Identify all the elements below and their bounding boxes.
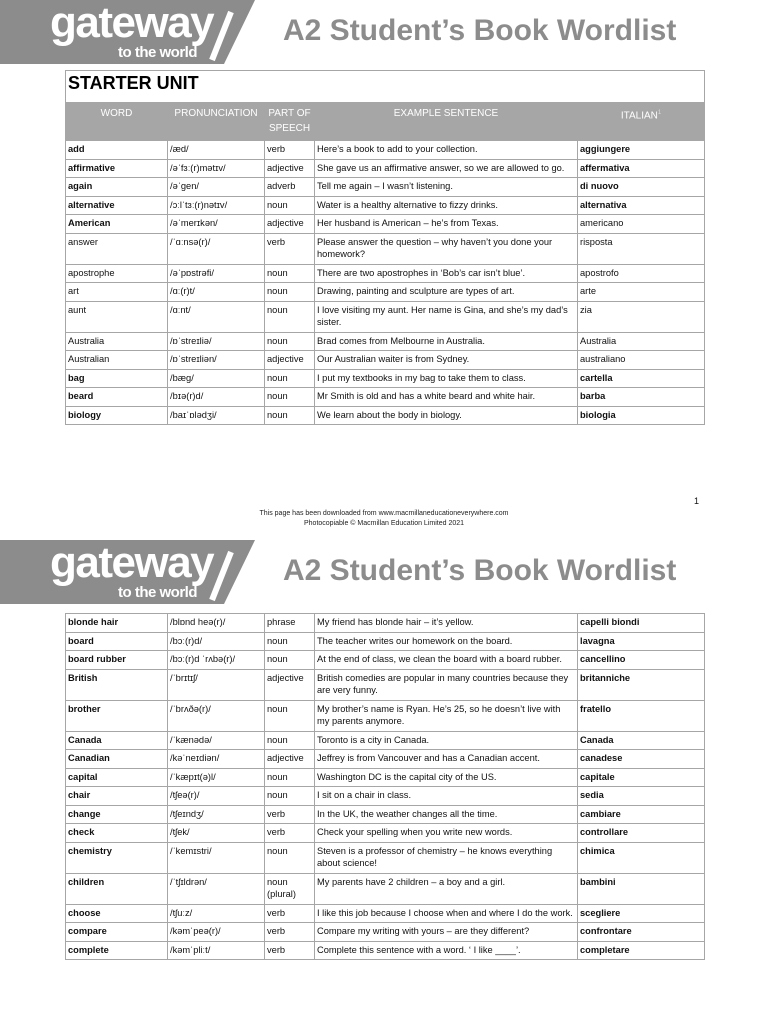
italian-translation-cell: alternativa bbox=[578, 196, 705, 215]
table-row bbox=[66, 283, 705, 302]
italian-translation-cell: lavagna bbox=[578, 632, 705, 651]
italian-translation-cell: canadese bbox=[578, 750, 705, 769]
example-sentence-cell: Check your spelling when you write new words. bbox=[315, 824, 578, 843]
word-cell: capital bbox=[66, 768, 168, 787]
example-sentence-cell: Please answer the question – why haven’t you done your homework? bbox=[315, 233, 578, 264]
table-row bbox=[66, 141, 705, 160]
logo-wordmark-2: gateway bbox=[50, 538, 214, 587]
word-cell: answer bbox=[66, 233, 168, 264]
italian-translation-cell: di nuovo bbox=[578, 178, 705, 197]
pronunciation-cell: /ɔːlˈtɜː(r)nətɪv/ bbox=[168, 196, 265, 215]
pronunciation-cell: /tʃuːz/ bbox=[168, 904, 265, 923]
table-header-row bbox=[66, 103, 705, 141]
italian-translation-cell: fratello bbox=[578, 700, 705, 731]
column-header-part-of-speech: PART OF SPEECH bbox=[265, 103, 315, 141]
part-of-speech-cell: noun bbox=[265, 332, 315, 351]
italian-translation-cell: affermativa bbox=[578, 159, 705, 178]
italian-translation-cell: capelli biondi bbox=[578, 614, 705, 633]
word-cell: blonde hair bbox=[66, 614, 168, 633]
column-header-pronunciation: PRONUNCIATION bbox=[168, 103, 265, 141]
example-sentence-cell: Mr Smith is old and has a white beard and white hair. bbox=[315, 388, 578, 407]
example-sentence-cell: My parents have 2 children – a boy and a girl. bbox=[315, 873, 578, 904]
table-row bbox=[66, 215, 705, 234]
example-sentence-cell: My friend has blonde hair – it’s yellow. bbox=[315, 614, 578, 633]
word-cell: children bbox=[66, 873, 168, 904]
italian-translation-cell: cambiare bbox=[578, 805, 705, 824]
part-of-speech-cell: noun bbox=[265, 388, 315, 407]
wordlist-table-page-1 bbox=[65, 70, 705, 425]
logo-tagline: to the world bbox=[118, 44, 197, 61]
table-row bbox=[66, 731, 705, 750]
column-header-word: WORD bbox=[66, 103, 168, 141]
table-row bbox=[66, 700, 705, 731]
part-of-speech-cell: noun bbox=[265, 651, 315, 670]
pronunciation-cell: /bɔː(r)d/ bbox=[168, 632, 265, 651]
example-sentence-cell: British comedies are popular in many countries because they are very funny. bbox=[315, 669, 578, 700]
part-of-speech-cell: verb bbox=[265, 923, 315, 942]
example-sentence-cell: Complete this sentence with a word. ‘ I like ____’. bbox=[315, 941, 578, 960]
italian-translation-cell: risposta bbox=[578, 233, 705, 264]
example-sentence-cell: Toronto is a city in Canada. bbox=[315, 731, 578, 750]
part-of-speech-cell: noun bbox=[265, 369, 315, 388]
wordlist-table-page-2 bbox=[65, 613, 705, 960]
pronunciation-cell: /tʃeɪndʒ/ bbox=[168, 805, 265, 824]
table-row bbox=[66, 750, 705, 769]
italian-translation-cell: completare bbox=[578, 941, 705, 960]
word-cell: Canadian bbox=[66, 750, 168, 769]
table-row bbox=[66, 651, 705, 670]
italian-translation-cell: confrontare bbox=[578, 923, 705, 942]
pronunciation-cell: /ˈkæpɪt(ə)l/ bbox=[168, 768, 265, 787]
part-of-speech-cell: adjective bbox=[265, 215, 315, 234]
example-sentence-cell: I sit on a chair in class. bbox=[315, 787, 578, 806]
italian-translation-cell: Canada bbox=[578, 731, 705, 750]
italian-translation-cell: americano bbox=[578, 215, 705, 234]
italian-translation-cell: arte bbox=[578, 283, 705, 302]
table-row bbox=[66, 824, 705, 843]
table-row bbox=[66, 301, 705, 332]
italian-translation-cell: Australia bbox=[578, 332, 705, 351]
example-sentence-cell: We learn about the body in biology. bbox=[315, 406, 578, 425]
part-of-speech-cell: adjective bbox=[265, 669, 315, 700]
example-sentence-cell: Water is a healthy alternative to fizzy drinks. bbox=[315, 196, 578, 215]
example-sentence-cell: Tell me again – I wasn’t listening. bbox=[315, 178, 578, 197]
example-sentence-cell: At the end of class, we clean the board with a board rubber. bbox=[315, 651, 578, 670]
table-row bbox=[66, 351, 705, 370]
word-cell: bag bbox=[66, 369, 168, 388]
table-row bbox=[66, 388, 705, 407]
word-cell: aunt bbox=[66, 301, 168, 332]
italian-translation-cell: apostrofo bbox=[578, 264, 705, 283]
document-title: A2 Student’s Book Wordlist bbox=[283, 14, 677, 47]
pronunciation-cell: /bɔː(r)d ˈrʌbə(r)/ bbox=[168, 651, 265, 670]
logo-tagline-2: to the world bbox=[118, 584, 197, 601]
pronunciation-cell: /ˈkænədə/ bbox=[168, 731, 265, 750]
part-of-speech-cell: noun bbox=[265, 196, 315, 215]
italian-translation-cell: scegliere bbox=[578, 904, 705, 923]
table-row bbox=[66, 805, 705, 824]
example-sentence-cell: Washington DC is the capital city of the US. bbox=[315, 768, 578, 787]
pronunciation-cell: /ɑː(r)t/ bbox=[168, 283, 265, 302]
example-sentence-cell: Steven is a professor of chemistry – he knows everything about science! bbox=[315, 842, 578, 873]
table-row bbox=[66, 264, 705, 283]
table-row bbox=[66, 614, 705, 633]
document-title-2: A2 Student’s Book Wordlist bbox=[283, 554, 677, 587]
italian-translation-cell: chimica bbox=[578, 842, 705, 873]
part-of-speech-cell: verb bbox=[265, 233, 315, 264]
italian-footnote-marker: 1 bbox=[657, 110, 662, 116]
example-sentence-cell: Brad comes from Melbourne in Australia. bbox=[315, 332, 578, 351]
pronunciation-cell: /blɒnd heə(r)/ bbox=[168, 614, 265, 633]
example-sentence-cell: Here’s a book to add to your collection. bbox=[315, 141, 578, 160]
italian-translation-cell: australiano bbox=[578, 351, 705, 370]
pronunciation-cell: /ˈkemɪstri/ bbox=[168, 842, 265, 873]
word-cell: beard bbox=[66, 388, 168, 407]
example-sentence-cell: There are two apostrophes in ‘Bob’s car isn’t blue’. bbox=[315, 264, 578, 283]
table-row bbox=[66, 159, 705, 178]
table-row bbox=[66, 178, 705, 197]
italian-translation-cell: aggiungere bbox=[578, 141, 705, 160]
page-2 bbox=[0, 540, 768, 1024]
italian-translation-cell: cancellino bbox=[578, 651, 705, 670]
part-of-speech-cell: adjective bbox=[265, 351, 315, 370]
italian-translation-cell: bambini bbox=[578, 873, 705, 904]
word-cell: board rubber bbox=[66, 651, 168, 670]
table-row bbox=[66, 632, 705, 651]
word-cell: chair bbox=[66, 787, 168, 806]
example-sentence-cell: In the UK, the weather changes all the time. bbox=[315, 805, 578, 824]
word-cell: choose bbox=[66, 904, 168, 923]
italian-translation-cell: britanniche bbox=[578, 669, 705, 700]
part-of-speech-cell: noun bbox=[265, 406, 315, 425]
word-cell: Australian bbox=[66, 351, 168, 370]
pronunciation-cell: /bɪə(r)d/ bbox=[168, 388, 265, 407]
example-sentence-cell: Jeffrey is from Vancouver and has a Canadian accent. bbox=[315, 750, 578, 769]
download-notice: This page has been downloaded from www.macmillaneducationeverywhere.com bbox=[259, 510, 509, 517]
word-cell: board bbox=[66, 632, 168, 651]
table-row bbox=[66, 842, 705, 873]
part-of-speech-cell: noun bbox=[265, 264, 315, 283]
pronunciation-cell: /kəˈneɪdiən/ bbox=[168, 750, 265, 769]
part-of-speech-cell: verb bbox=[265, 904, 315, 923]
italian-translation-cell: controllare bbox=[578, 824, 705, 843]
example-sentence-cell: The teacher writes our homework on the board. bbox=[315, 632, 578, 651]
table-row bbox=[66, 196, 705, 215]
italian-translation-cell: sedia bbox=[578, 787, 705, 806]
part-of-speech-cell: adjective bbox=[265, 159, 315, 178]
word-cell: Australia bbox=[66, 332, 168, 351]
unit-title: STARTER UNIT bbox=[66, 71, 705, 103]
part-of-speech-cell: phrase bbox=[265, 614, 315, 633]
pronunciation-cell: /ɒˈstreɪliə/ bbox=[168, 332, 265, 351]
logo-wordmark: gateway bbox=[50, 0, 214, 47]
part-of-speech-cell: noun (plural) bbox=[265, 873, 315, 904]
pronunciation-cell: /əˈfɜː(r)mətɪv/ bbox=[168, 159, 265, 178]
italian-header-label: ITALIAN bbox=[620, 110, 658, 122]
example-sentence-cell: I love visiting my aunt. Her name is Gina, and she’s my dad’s sister. bbox=[315, 301, 578, 332]
example-sentence-cell: I put my textbooks in my bag to take them to class. bbox=[315, 369, 578, 388]
word-cell: again bbox=[66, 178, 168, 197]
pronunciation-cell: /bæɡ/ bbox=[168, 369, 265, 388]
table-row bbox=[66, 369, 705, 388]
pronunciation-cell: /əˈpɒstrəfi/ bbox=[168, 264, 265, 283]
pronunciation-cell: /baɪˈɒlədʒi/ bbox=[168, 406, 265, 425]
pronunciation-cell: /tʃeə(r)/ bbox=[168, 787, 265, 806]
italian-translation-cell: zia bbox=[578, 301, 705, 332]
part-of-speech-cell: noun bbox=[265, 632, 315, 651]
part-of-speech-cell: noun bbox=[265, 731, 315, 750]
example-sentence-cell: Compare my writing with yours – are they different? bbox=[315, 923, 578, 942]
part-of-speech-cell: noun bbox=[265, 301, 315, 332]
word-cell: affirmative bbox=[66, 159, 168, 178]
pronunciation-cell: /tʃek/ bbox=[168, 824, 265, 843]
pronunciation-cell: /ˈtʃɪldrən/ bbox=[168, 873, 265, 904]
example-sentence-cell: I like this job because I choose when and where I do the work. bbox=[315, 904, 578, 923]
table-row bbox=[66, 873, 705, 904]
part-of-speech-cell: verb bbox=[265, 824, 315, 843]
italian-translation-cell: capitale bbox=[578, 768, 705, 787]
pronunciation-cell: /ˈbrɪtɪʃ/ bbox=[168, 669, 265, 700]
part-of-speech-cell: noun bbox=[265, 283, 315, 302]
part-of-speech-cell: verb bbox=[265, 805, 315, 824]
pronunciation-cell: /ˈbrʌðə(r)/ bbox=[168, 700, 265, 731]
word-cell: art bbox=[66, 283, 168, 302]
word-cell: British bbox=[66, 669, 168, 700]
part-of-speech-cell: noun bbox=[265, 842, 315, 873]
column-header-italian bbox=[578, 103, 705, 141]
part-of-speech-cell: noun bbox=[265, 768, 315, 787]
part-of-speech-cell: noun bbox=[265, 787, 315, 806]
example-sentence-cell: Drawing, painting and sculpture are types of art. bbox=[315, 283, 578, 302]
word-cell: chemistry bbox=[66, 842, 168, 873]
page-banner-2 bbox=[0, 540, 768, 604]
pronunciation-cell: /ˈɑːnsə(r)/ bbox=[168, 233, 265, 264]
word-cell: Canada bbox=[66, 731, 168, 750]
column-header-example: EXAMPLE SENTENCE bbox=[315, 103, 578, 141]
pronunciation-cell: /əˈɡen/ bbox=[168, 178, 265, 197]
page-number: 1 bbox=[694, 496, 700, 506]
word-cell: apostrophe bbox=[66, 264, 168, 283]
pronunciation-cell: /kəmˈpliːt/ bbox=[168, 941, 265, 960]
table-row bbox=[66, 923, 705, 942]
page-banner bbox=[0, 0, 768, 64]
word-cell: biology bbox=[66, 406, 168, 425]
pronunciation-cell: /æd/ bbox=[168, 141, 265, 160]
word-cell: check bbox=[66, 824, 168, 843]
word-cell: compare bbox=[66, 923, 168, 942]
italian-translation-cell: barba bbox=[578, 388, 705, 407]
table-row bbox=[66, 904, 705, 923]
table-row bbox=[66, 787, 705, 806]
table-row bbox=[66, 406, 705, 425]
word-cell: complete bbox=[66, 941, 168, 960]
table-row bbox=[66, 669, 705, 700]
example-sentence-cell: Our Australian waiter is from Sydney. bbox=[315, 351, 578, 370]
word-cell: brother bbox=[66, 700, 168, 731]
unit-title-row bbox=[66, 71, 705, 103]
pronunciation-cell: /kəmˈpeə(r)/ bbox=[168, 923, 265, 942]
table-row bbox=[66, 332, 705, 351]
table-row bbox=[66, 233, 705, 264]
part-of-speech-cell: adverb bbox=[265, 178, 315, 197]
word-cell: American bbox=[66, 215, 168, 234]
pronunciation-cell: /ɑːnt/ bbox=[168, 301, 265, 332]
copyright-notice: Photocopiable © Macmillan Education Limited 2021 bbox=[303, 520, 465, 527]
part-of-speech-cell: verb bbox=[265, 141, 315, 160]
part-of-speech-cell: noun bbox=[265, 700, 315, 731]
word-cell: alternative bbox=[66, 196, 168, 215]
pronunciation-cell: /əˈmerɪkən/ bbox=[168, 215, 265, 234]
word-cell: change bbox=[66, 805, 168, 824]
part-of-speech-cell: verb bbox=[265, 941, 315, 960]
pronunciation-cell: /ɒˈstreɪliən/ bbox=[168, 351, 265, 370]
table-row bbox=[66, 768, 705, 787]
table-row bbox=[66, 941, 705, 960]
italian-translation-cell: biologia bbox=[578, 406, 705, 425]
italian-translation-cell: cartella bbox=[578, 369, 705, 388]
part-of-speech-cell: adjective bbox=[265, 750, 315, 769]
example-sentence-cell: She gave us an affirmative answer, so we are allowed to go. bbox=[315, 159, 578, 178]
example-sentence-cell: My brother’s name is Ryan. He’s 25, so he doesn’t live with my parents anymore. bbox=[315, 700, 578, 731]
word-cell: add bbox=[66, 141, 168, 160]
example-sentence-cell: Her husband is American – he’s from Texas. bbox=[315, 215, 578, 234]
